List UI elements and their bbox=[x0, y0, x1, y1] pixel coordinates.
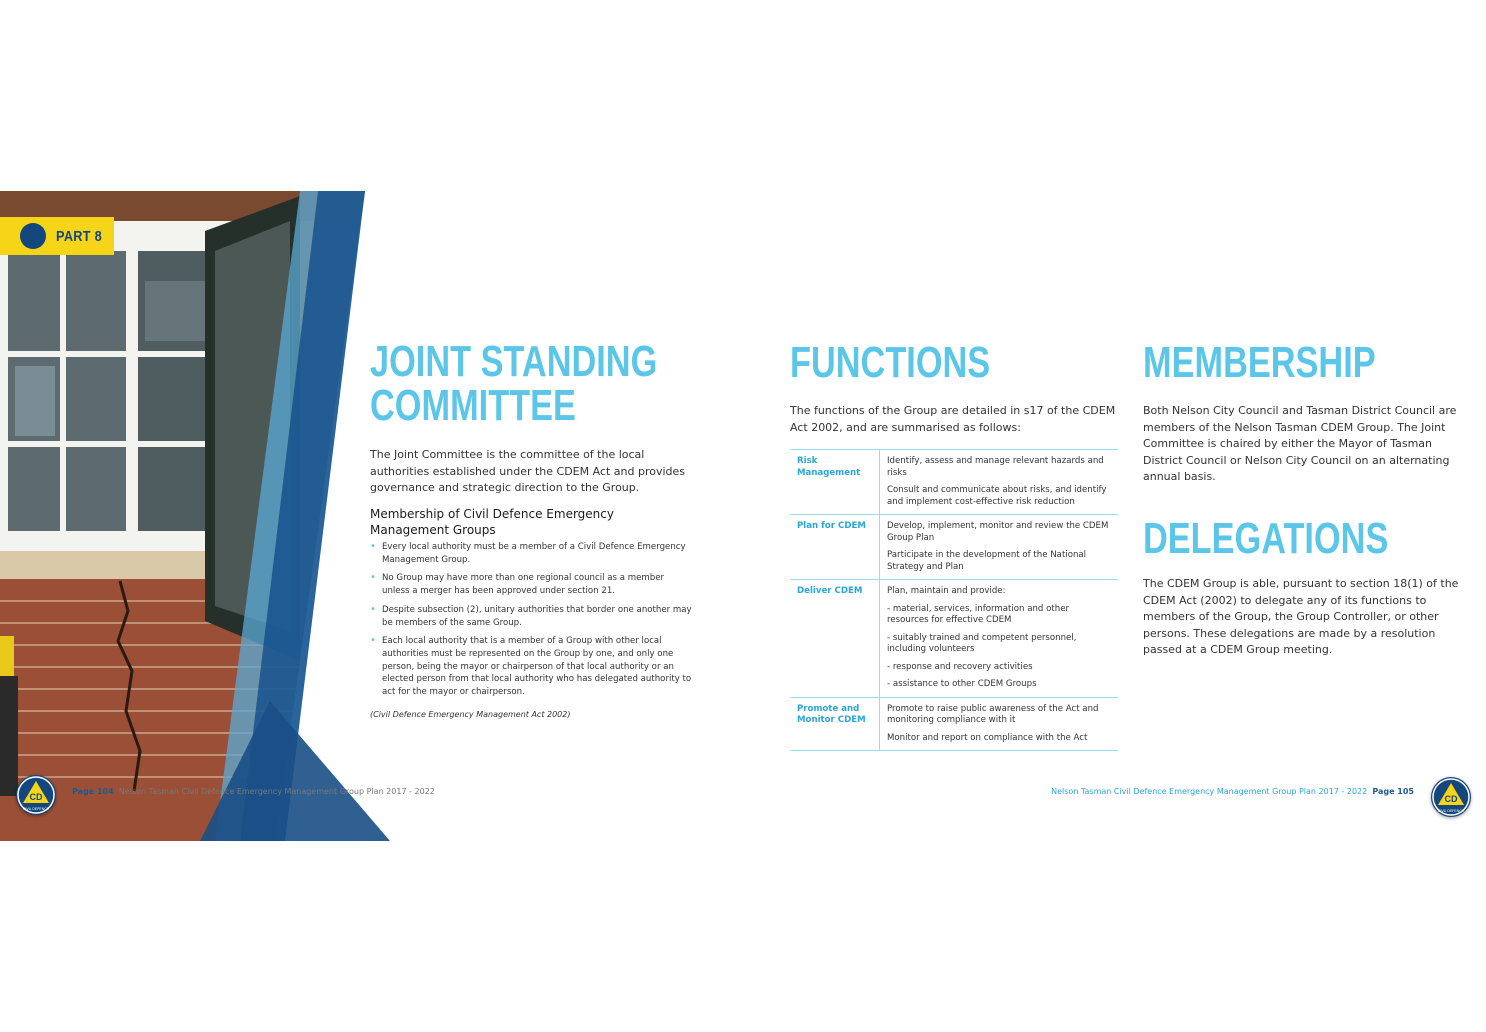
function-item: Consult and communicate about risks, and identify and implement cost-effective risk reduction bbox=[887, 485, 1107, 507]
function-item: - material, services, information and other resources for effective CDEM bbox=[887, 603, 1070, 625]
civil-defence-logo bbox=[1431, 777, 1471, 817]
function-item: Participate in the development of the National Strategy and Plan bbox=[887, 550, 1087, 572]
document-spread bbox=[0, 191, 1486, 841]
part-tab bbox=[0, 217, 114, 255]
table-row bbox=[790, 515, 1118, 580]
list-item: • Despite subsection (2), unitary authorities that border one another may be members of the same Group. bbox=[370, 604, 692, 629]
logo-initials: CD bbox=[29, 792, 43, 802]
title-line-1: JOINT STANDING bbox=[370, 337, 658, 386]
civil-defence-logo bbox=[16, 775, 56, 815]
cover-photo bbox=[0, 191, 390, 841]
items-cell bbox=[880, 580, 1119, 698]
left-page-number: Page 104 bbox=[72, 787, 114, 796]
function-item: - assistance to other CDEM Groups bbox=[887, 679, 1037, 689]
delegations-text: The CDEM Group is able, pursuant to section 18(1) of the CDEM Act (2002) to delegate any of its functions to members of the Group, the Group Controller, or other persons. These delegations are made by a resolution passed at a CDEM Group meeting. bbox=[1143, 577, 1459, 656]
category-cell: Plan for CDEM bbox=[790, 515, 880, 580]
function-item: - response and recovery activities bbox=[887, 661, 1033, 672]
list-item: • Each local authority that is a member of a Group with other local authorities must be represented on the Group by one, and only one person, being the mayor or chairperson of that local authority or an elected person from that local authority who has delegated authority to act for the mayor or chairperson. bbox=[370, 635, 692, 698]
logo-initials: CD bbox=[1444, 794, 1458, 804]
joint-committee-intro: The Joint Committee is the committee of the local authorities established under the CDEM Act and provides governance and strategic direction to the Group. bbox=[370, 448, 686, 494]
citation: (Civil Defence Emergency Management Act 2002) bbox=[370, 710, 571, 719]
table-row bbox=[790, 697, 1118, 751]
category-cell: Deliver CDEM bbox=[790, 580, 880, 698]
right-footer-title: Nelson Tasman Civil Defence Emergency Management Group Plan 2017 - 2022 bbox=[1051, 787, 1368, 796]
function-item: Plan, maintain and provide: bbox=[887, 586, 1006, 596]
function-item: Monitor and report on compliance with the Act bbox=[887, 732, 1088, 743]
membership-title: MEMBERSHIP bbox=[1143, 338, 1376, 387]
function-item: - suitably trained and competent personnel, including volunteers bbox=[887, 632, 1077, 654]
right-footer bbox=[1051, 787, 1414, 796]
functions-table bbox=[790, 449, 1118, 751]
items-cell bbox=[880, 450, 1119, 515]
list-item: • No Group may have more than one regional council as a member unless a merger has been approved under section 21. bbox=[370, 572, 692, 597]
title-line-2: COMMITTEE bbox=[370, 381, 576, 430]
table-row bbox=[790, 580, 1118, 698]
joint-committee-title bbox=[370, 337, 658, 430]
items-cell bbox=[880, 515, 1119, 580]
people-icon bbox=[20, 223, 46, 249]
logo-caption: CIVIL DEFENCE bbox=[22, 807, 50, 811]
functions-title: FUNCTIONS bbox=[790, 338, 991, 387]
category-cell: Risk Management bbox=[790, 450, 880, 515]
membership-text: Both Nelson City Council and Tasman District Council are members of the Nelson Tasman CDEM Group. The Joint Committee is chaired by either the Mayor of Tasman District Council or Nelson City Council on an alternating annual basis. bbox=[1143, 404, 1457, 483]
left-footer-title: Nelson Tasman Civil Defence Emergency Management Group Plan 2017 - 2022 bbox=[118, 787, 435, 796]
functions-intro: The functions of the Group are detailed in s17 of the CDEM Act 2002, and are summarised as follows: bbox=[790, 404, 1116, 434]
function-item: Promote to raise public awareness of the Act and monitoring compliance with it bbox=[887, 703, 1099, 725]
category-cell: Promote and Monitor CDEM bbox=[790, 697, 880, 751]
membership-bullet-list bbox=[370, 541, 692, 705]
membership-subheading: Membership of Civil Defence Emergency Management Groups bbox=[370, 507, 614, 537]
delegations-title: DELEGATIONS bbox=[1143, 514, 1389, 563]
part-label: PART 8 bbox=[56, 227, 102, 245]
left-footer bbox=[72, 787, 435, 796]
items-cell bbox=[880, 697, 1119, 751]
list-item: • Every local authority must be a member of a Civil Defence Emergency Management Group. bbox=[370, 541, 692, 566]
right-page-number: Page 105 bbox=[1372, 787, 1414, 796]
table-row bbox=[790, 450, 1118, 515]
logo-caption: CIVIL DEFENCE bbox=[1437, 809, 1465, 813]
function-item: Develop, implement, monitor and review the CDEM Group Plan bbox=[887, 521, 1109, 543]
damaged-house-photo bbox=[0, 191, 390, 841]
function-item: Identify, assess and manage relevant hazards and risks bbox=[887, 456, 1104, 478]
